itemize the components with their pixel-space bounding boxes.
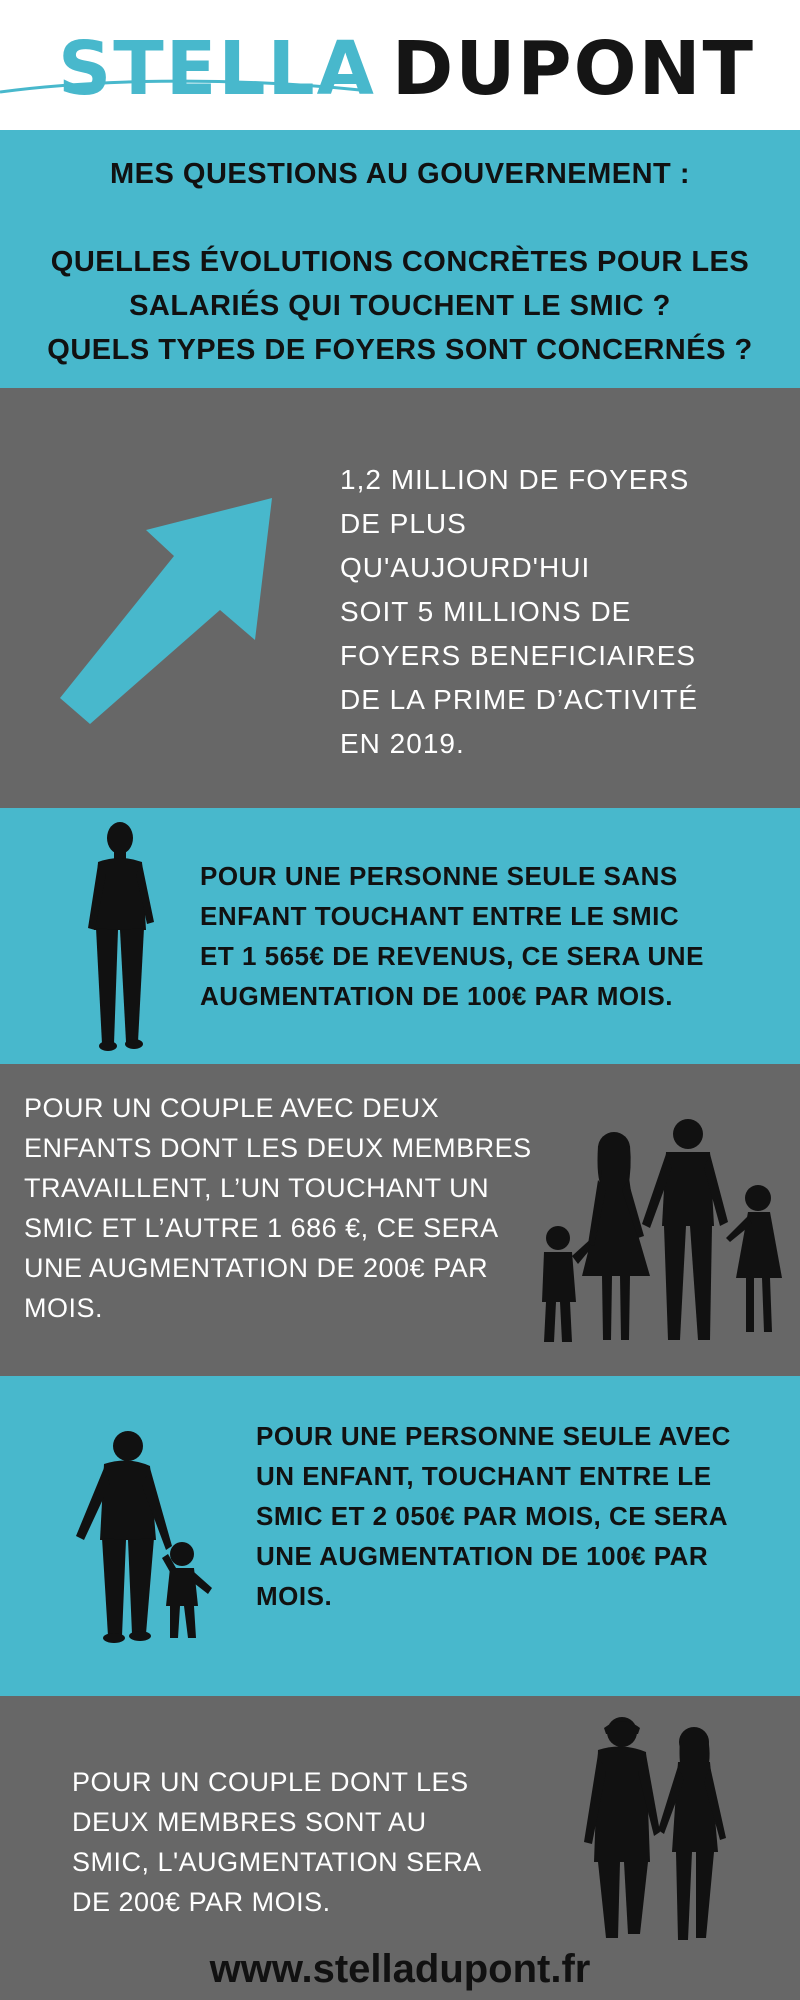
question-line: QUELS TYPES DE FOYERS SONT CONCERNÉS ? <box>47 334 753 366</box>
couple-two-children-line: TRAVAILLENT, L’UN TOUCHANT UN <box>24 1173 490 1203</box>
website-link[interactable]: www.stelladupont.fr <box>209 1947 591 1991</box>
single-no-child-line: AUGMENTATION DE 100€ PAR MOIS. <box>200 981 673 1011</box>
foyers-line: FOYERS BENEFICIAIRES <box>340 640 697 671</box>
couple-two-children-panel <box>0 1064 800 1376</box>
header <box>0 0 800 130</box>
single-parent-line: UNE AUGMENTATION DE 100€ PAR <box>256 1541 709 1571</box>
questions-heading: MES QUESTIONS AU GOUVERNEMENT : <box>110 158 690 190</box>
single-parent-line: UN ENFANT, TOUCHANT ENTRE LE <box>256 1461 712 1491</box>
couple-smic-line: DEUX MEMBRES SONT AU <box>72 1807 427 1837</box>
arrow-up-right-icon <box>50 468 290 728</box>
foyers-line: DE LA PRIME D’ACTIVITÉ <box>340 684 699 715</box>
couple-smic-line: DE 200€ PAR MOIS. <box>72 1887 331 1917</box>
couple-two-children-line: MOIS. <box>24 1293 104 1323</box>
foyers-line: EN 2019. <box>340 728 465 759</box>
family-silhouette-icon <box>532 1118 788 1354</box>
couple-two-children-line: UNE AUGMENTATION DE 200€ PAR <box>24 1253 489 1283</box>
question-line: SALARIÉS QUI TOUCHENT LE SMIC ? <box>129 290 671 322</box>
foyers-panel <box>0 388 800 808</box>
foyers-text <box>340 458 770 766</box>
logo <box>58 24 755 114</box>
question-line: QUELLES ÉVOLUTIONS CONCRÈTES POUR LES <box>50 246 750 278</box>
logo-last-name: DUPONT <box>391 26 755 112</box>
foyers-line: DE PLUS <box>340 508 467 539</box>
couple-silhouette-icon <box>580 1712 740 1952</box>
single-no-child-panel <box>0 808 800 1064</box>
foyers-line: QU'AUJOURD'HUI <box>340 552 591 583</box>
questions-list <box>0 240 800 372</box>
couple-two-children-text <box>24 1088 532 1328</box>
couple-two-children-line: ENFANTS DONT LES DEUX MEMBRES <box>24 1133 532 1163</box>
logo-first-name: STELLA <box>58 26 376 112</box>
couple-two-children-line: POUR UN COUPLE AVEC DEUX <box>24 1093 440 1123</box>
single-no-child-line: ET 1 565€ DE REVENUS, CE SERA UNE <box>200 941 704 971</box>
couple-smic-text <box>72 1762 482 1922</box>
single-no-child-text <box>200 856 704 1016</box>
single-no-child-line: POUR UNE PERSONNE SEULE SANS <box>200 861 678 891</box>
man-silhouette-icon <box>80 818 160 1053</box>
single-parent-line: SMIC ET 2 050€ PAR MOIS, CE SERA <box>256 1501 729 1531</box>
couple-smic-line: SMIC, L'AUGMENTATION SERA <box>72 1847 482 1877</box>
couple-two-children-line: SMIC ET L’AUTRE 1 686 €, CE SERA <box>24 1213 499 1243</box>
single-parent-panel <box>0 1376 800 1696</box>
couple-smic-panel <box>0 1696 800 2000</box>
couple-smic-line: POUR UN COUPLE DONT LES <box>72 1767 469 1797</box>
single-no-child-line: ENFANT TOUCHANT ENTRE LE SMIC <box>200 901 680 931</box>
single-parent-line: MOIS. <box>256 1581 333 1611</box>
foyers-line: SOIT 5 MILLIONS DE <box>340 596 632 627</box>
single-parent-text <box>256 1416 731 1616</box>
parent-child-silhouette-icon <box>70 1428 220 1648</box>
questions-panel <box>0 130 800 388</box>
single-parent-line: POUR UNE PERSONNE SEULE AVEC <box>256 1421 731 1451</box>
foyers-line: 1,2 MILLION DE FOYERS <box>340 464 690 495</box>
